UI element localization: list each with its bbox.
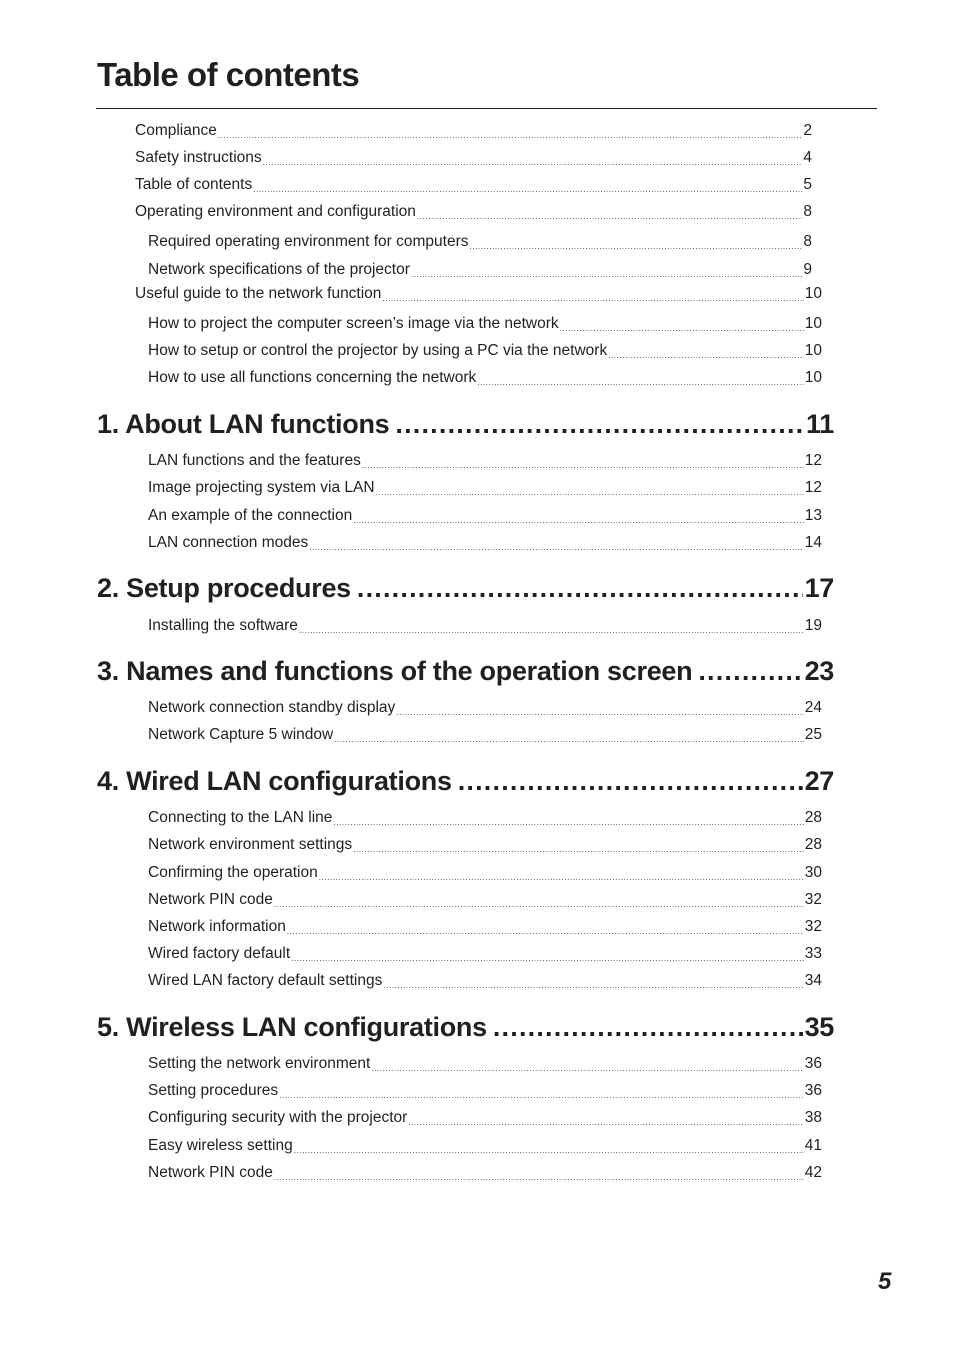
toc-entry-page: 41 [804,1137,822,1154]
chapter-heading-4[interactable] [97,764,834,798]
toc-entry-wired-default-settings[interactable] [148,971,822,993]
toc-entry-page: 32 [804,891,822,908]
toc-entry-label: Image projecting system via LAN [148,479,375,496]
toc-entry-operating-environment[interactable] [135,202,812,224]
toc-entry-required-environment[interactable] [148,232,812,254]
toc-entry-label: Network information [148,918,286,935]
dot-leader [357,571,803,605]
toc-entry-page: 36 [804,1082,822,1099]
toc-entry-label: Configuring security with the projector [148,1109,408,1126]
dot-leader [253,177,802,197]
toc-entry-label: Wired LAN factory default settings [148,972,383,989]
dot-leader [294,1138,804,1158]
dot-leader [353,508,804,528]
dot-leader [371,1056,803,1076]
dot-leader [698,654,802,688]
toc-entry-label: An example of the connection [148,507,353,524]
toc-entry-page: 33 [804,945,822,962]
toc-entry-page: 38 [804,1109,822,1126]
toc-entry-label: How to setup or control the projector by using a PC via the network [148,342,608,359]
dot-leader [383,973,803,993]
toc-entry-setting-environment[interactable] [148,1054,822,1076]
toc-entry-wireless-pin-code[interactable] [148,1163,822,1185]
toc-entry-setup-control[interactable] [148,341,822,363]
dot-leader [376,480,804,500]
dot-leader [319,865,804,885]
toc-entry-configuring-security[interactable] [148,1108,822,1130]
toc-entry-wired-factory-default[interactable] [148,944,822,966]
toc-entry-confirming-operation[interactable] [148,863,822,885]
chapter-title: 2. Setup procedures [97,573,351,603]
chapter-heading-5[interactable] [97,1010,834,1044]
toc-entry-label: Required operating environment for computers [148,233,469,250]
toc-entry-lan-functions[interactable] [148,451,822,473]
dot-leader [408,1110,803,1130]
toc-entry-capture-window[interactable] [148,725,822,747]
chapter-page: 11 [806,409,834,439]
chapter-page: 17 [804,573,834,603]
dot-leader [287,919,804,939]
toc-entry-standby-display[interactable] [148,698,822,720]
chapter-page: 23 [804,656,834,686]
toc-entry-connection-example[interactable] [148,506,822,528]
chapter-page: 35 [804,1012,834,1042]
dot-leader [274,892,804,912]
toc-entry-safety-instructions[interactable] [135,148,812,170]
toc-entry-label: How to project the computer screen’s image via the network [148,315,559,332]
toc-entry-label: Safety instructions [135,149,262,166]
chapter-page: 27 [804,766,834,796]
toc-entry-page: 13 [804,507,822,524]
toc-entry-label: How to use all functions concerning the network [148,369,477,386]
toc-entry-pin-code[interactable] [148,890,822,912]
toc-entry-page: 25 [804,726,822,743]
dot-leader [395,407,804,441]
toc-entry-label: Operating environment and configuration [135,203,416,220]
dot-leader [417,204,802,224]
dot-leader [493,1010,803,1044]
dot-leader [334,727,804,747]
dot-leader [470,234,803,254]
toc-entry-installing-software[interactable] [148,616,822,638]
toc-entry-page: 34 [804,972,822,989]
toc-entry-page: 2 [803,122,812,139]
toc-entry-label: Network environment settings [148,836,353,853]
dot-leader [279,1083,804,1103]
chapter-title: 4. Wired LAN configurations [97,766,452,796]
toc-entry-page: 14 [804,534,822,551]
toc-entry-page: 4 [803,149,812,166]
title-divider [96,108,877,109]
toc-entry-label: Network connection standby display [148,699,396,716]
dot-leader [274,1165,804,1185]
toc-entry-page: 12 [804,452,822,469]
toc-entry-label: Network PIN code [148,891,273,908]
toc-entry-label: Network PIN code [148,1164,273,1181]
dot-leader [353,837,804,857]
toc-entry-image-projecting[interactable] [148,478,822,500]
dot-leader [458,764,803,798]
toc-entry-label: Network Capture 5 window [148,726,334,743]
toc-entry-page: 36 [804,1055,822,1072]
toc-entry-label: Easy wireless setting [148,1137,293,1154]
chapter-title: 5. Wireless LAN configurations [97,1012,487,1042]
toc-entry-compliance[interactable] [135,121,812,143]
toc-entry-useful-guide[interactable] [135,284,822,306]
toc-entry-page: 10 [804,285,822,302]
toc-entry-label: Setting the network environment [148,1055,371,1072]
toc-entry-label: Confirming the operation [148,864,318,881]
dot-leader [560,316,804,336]
toc-entry-setting-procedures[interactable] [148,1081,822,1103]
dot-leader [382,286,803,306]
chapter-title: 1. About LAN functions [97,409,390,439]
dot-leader [299,618,804,638]
toc-entry-page: 10 [804,369,822,386]
toc-entry-page: 12 [804,479,822,496]
toc-entry-table-of-contents[interactable] [135,175,812,197]
toc-entry-page: 30 [804,864,822,881]
toc-entry-easy-wireless[interactable] [148,1136,822,1158]
toc-entry-page: 28 [804,836,822,853]
toc-entry-label: Setting procedures [148,1082,279,1099]
toc-entry-connection-modes[interactable] [148,533,822,555]
dot-leader [608,343,804,363]
toc-entry-page: 28 [804,809,822,826]
toc-entry-page: 24 [804,699,822,716]
chapter-heading-3[interactable] [97,654,834,688]
dot-leader [333,810,803,830]
toc-entry-label: Network specifications of the projector [148,261,410,278]
page-title: Table of contents [97,56,360,93]
dot-leader [411,262,802,282]
toc-entry-label: Table of contents [135,176,253,193]
dot-leader [263,150,803,170]
toc-entry-network-information[interactable] [148,917,822,939]
toc-entry-page: 10 [804,315,822,332]
toc-entry-page: 9 [803,261,812,278]
chapter-heading-2[interactable] [97,571,834,605]
toc-entry-label: Wired factory default [148,945,291,962]
dot-leader [396,700,803,720]
toc-entry-label: Useful guide to the network function [135,285,382,302]
toc-entry-page: 10 [804,342,822,359]
toc-entry-page: 32 [804,918,822,935]
chapter-title: 3. Names and functions of the operation screen [97,656,693,686]
toc-entry-label: LAN functions and the features [148,452,361,469]
page-number: 5 [878,1268,892,1295]
toc-entry-page: 19 [804,617,822,634]
dot-leader [309,535,803,555]
toc-entry-label: LAN connection modes [148,534,309,551]
toc-entry-page: 8 [803,203,812,220]
dot-leader [218,123,803,143]
toc-entry-page: 5 [803,176,812,193]
toc-entry-connecting-lan[interactable] [148,808,822,830]
chapter-heading-1[interactable] [97,407,834,441]
toc-entry-label: Compliance [135,122,217,139]
toc-entry-page: 42 [804,1164,822,1181]
toc-entry-all-functions[interactable] [148,368,822,390]
toc-entry-page: 8 [803,233,812,250]
dot-leader [362,453,804,473]
dot-leader [291,946,804,966]
toc-entry-label: Connecting to the LAN line [148,809,333,826]
dot-leader [477,370,803,390]
toc-entry-network-specifications[interactable] [148,260,812,282]
toc-entry-label: Installing the software [148,617,298,634]
toc-entry-project-screen[interactable] [148,314,822,336]
toc-entry-environment-settings[interactable] [148,835,822,857]
